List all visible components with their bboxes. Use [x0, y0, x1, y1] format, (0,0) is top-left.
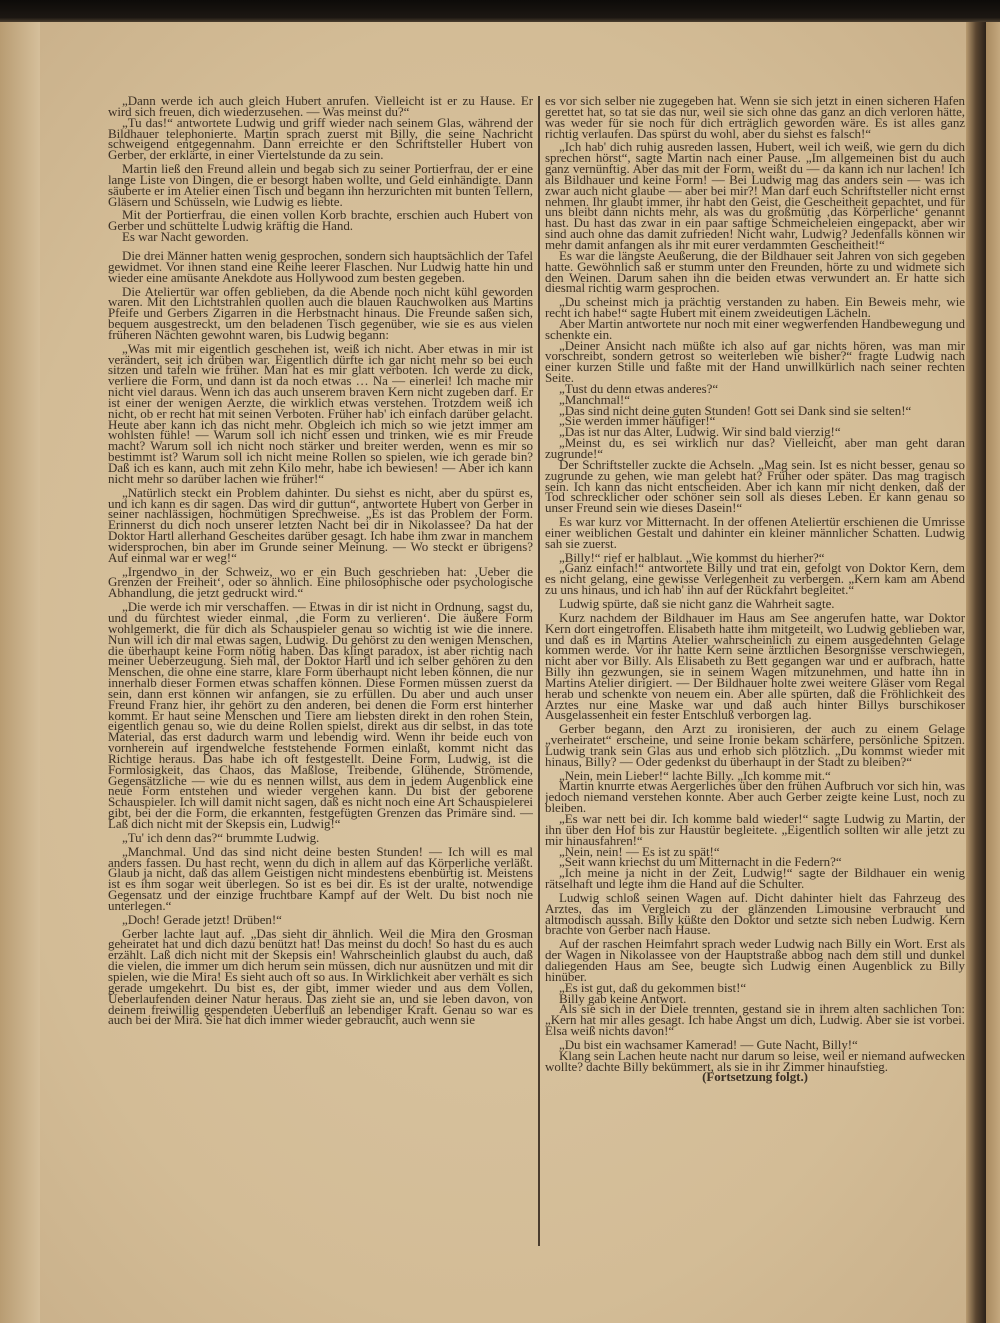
paragraph: „Billy!“ rief er halblaut. „Wie kommst du hierher?“	[559, 549, 825, 565]
paragraph: Martin ließ den Freund allein und begab sich zu seiner Portierfrau, der er eine lange Liste von Dingen, die er besorgt haben wollte, und Geld einhändigte. Dann säuberte er im Atelier einen Tisch und begann ihn herzurichten mit bunten Tellern, Gläsern und Schüsseln, wie Ludwig es liebte.	[108, 161, 533, 209]
paragraph: „Es war nett bei dir. Ich komme bald wieder!“ sagte Ludwig zu Martin, der ihn über den Hof bis zur Haustür begleitete. „Eigentlich sollten wir alle jetzt zu mir hinausfahren!“	[545, 811, 965, 848]
text-column-right	[545, 96, 965, 1246]
continuation-note: (Fortsetzung folgt.)	[702, 1069, 808, 1085]
paragraph: Ludwig schloß seinen Wagen auf. Dicht dahinter hielt das Fahrzeug des Arztes, das im Vergleich zu der glänzenden Limousine verbraucht und altmodisch aussah. Billy küßte den Doktor und setzte sich neben Ludwig. Kern brachte von Gerber nach Hause.	[545, 889, 965, 938]
paragraph: „Tu' ich denn das?“ brummte Ludwig.	[122, 829, 320, 845]
page-left-edge	[0, 22, 40, 1323]
paragraph: „Du scheinst mich ja prächtig verstanden zu haben. Ein Beweis mehr, wie recht ich habe!“ sagte Hubert mit einem zweideutigen Lächeln.	[545, 294, 965, 321]
column-divider	[538, 96, 540, 1246]
paragraph: Als sie sich in der Diele trennten, gestand sie in ihrem alten sachlichen Ton: „Kern hat mir alles gesagt. Ich habe Angst um dich, Ludwig. Aber sie ist vorbei. Elsa weiß nichts davon!“	[545, 1001, 965, 1039]
paragraph: Klang sein Lachen heute nacht nur darum so leise, weil er niemand aufwecken wollte? dachte Billy bekümmert, als sie in ihr Zimmer hinaufstieg.	[545, 1047, 965, 1074]
scan-top-border	[0, 0, 1000, 22]
paragraph: „Seit wann kriechst du um Mitternacht in die Federn?“	[559, 854, 842, 870]
paragraph: „Nein, nein! — Es ist zu spät!“	[559, 843, 720, 859]
paragraph: Martin knurrte etwas Aergerliches über den frühen Aufbruch vor sich hin, was jedoch niemand verstehen konnte. Aber auch Gerber zeigte keine Lust, noch zu bleiben.	[545, 778, 965, 816]
paragraph: „Manchmal. Und das sind nicht deine besten Stunden! — Ich will es mal anders fassen. Du hast recht, wenn du dich in allem auf das Körperliche verläßt. Glaub ja nicht, daß das allem Geistigen nicht mindestens ebenbürtig ist. Meistens ist es ihm sogar weit überlegen. So ist es bei dir. Es ist der uralte, notwendige Gegensatz und der einzige fruchtbare Kampf auf der Welt. Du bist noch nie unterlegen.“	[108, 843, 533, 913]
paragraph: „Ich meine ja nicht in der Zeit, Ludwig!“ sagte der Bildhauer ein wenig rätselhaft und legte ihm die Hand auf die Schulter.	[545, 865, 965, 892]
paragraph: Der Schriftsteller zuckte die Achseln. „Mag sein. Ist es nicht besser, genau so zugrunde zu gehen, wie man gelebt hat? Früher oder später. Das mag tragisch sein. Ich kann das nicht entscheiden. Aber ich kann mir nicht denken, daß der Tod schrecklicher oder schöner sein soll als dieses Leben. Er kann genau so unser Freund sein wie dieses Dasein!“	[545, 456, 965, 516]
paragraph: „Sie werden immer häufiger!“	[559, 413, 716, 429]
paragraph: Billy gab keine Antwort.	[559, 990, 687, 1006]
paragraph: „Irgendwo in der Schweiz, wo er ein Buch geschrieben hat: ‚Ueber die Grenzen der Freiheit‘, oder so ähnlich. Eine philosophische oder psychologische Abhandlung, die jetzt gedruckt wird.“	[108, 563, 533, 601]
paragraph: „Nein, mein Lieber!“ lachte Billy. „Ich komme mit.“	[559, 767, 831, 783]
paragraph: „Natürlich steckt ein Problem dahinter. Du siehst es nicht, aber du spürst es, und ich kann es dir sagen. Das wird dir guttun“, antwortete Hubert von Gerber in seiner nachlässigen, hochmütigen Sprechweise. „Es ist das Problem der Form. Erinnerst du dich noch unserer letzten Nacht bei dir in Nikolassee? Da hat der Doktor Hartl allerhand Gescheites darüber gesagt. Ich habe ihm zwar in manchem widersprochen, bin aber im Grunde seiner Meinung. — Wo steckt er übrigens? Auf einmal war er weg!“	[108, 484, 533, 565]
paragraph: „Doch! Gerade jetzt! Drüben!“	[122, 911, 282, 927]
paragraph: Mit der Portierfrau, die einen vollen Korb brachte, erschien auch Hubert von Gerber und schüttelte Ludwig kräftig die Hand.	[108, 207, 533, 234]
paragraph: Ludwig spürte, daß sie nicht ganz die Wahrheit sagte.	[559, 595, 835, 611]
paragraph: Es war die längste Aeußerung, die der Bildhauer seit Jahren von sich gegeben hatte. Gewöhnlich saß er stumm unter den Freunden, hörte zu und widmete sich den Weinen. Darum sahen ihn die beiden etwas verwundert an. Er hatte sich diesmal richtig warm gesprochen.	[545, 247, 965, 296]
paragraph: „Das ist nur das Alter, Ludwig. Wir sind bald vierzig!“	[559, 424, 841, 440]
paragraph: Gerber begann, den Arzt zu ironisieren, der auch zu einem Gelage „verheiratet“ erscheine, und seine Ironie bekam schärfere, persönliche Spitzen. Ludwig trank sein Glas aus und erhob sich plötzlich. „Du kommst wieder mit hinaus, Billy? — Oder gedenkst du überhaupt in der Stadt zu bleiben?“	[545, 721, 965, 769]
paragraph: „Das sind nicht deine guten Stunden! Gott sei Dank sind sie selten!“	[559, 402, 912, 418]
paragraph: „Manchmal!“	[559, 391, 630, 407]
paragraph: Es war kurz vor Mitternacht. In der offenen Ateliertür erschienen die Umrisse einer weiblichen Gestalt und dahinter ein kleiner männlicher Schatten. Ludwig sah sie zuerst.	[545, 514, 965, 551]
paragraph: „Du bist ein wachsamer Kamerad! — Gute Nacht, Billy!“	[559, 1036, 858, 1052]
paragraph: „Was mit mir eigentlich geschehen ist, weiß ich nicht. Aber etwas in mir ist verändert, seit ich drüben war. Eigentlich dürfte ich gar nicht mehr so bei euch sitzen und tafeln wie früher. Man hat es mir glatt verboten. Ich werde zu dick, verliere die Form, und dann ist da noch etwas … Na — einerlei! Ich mache mir nicht viel daraus. Wenn ich das auch unserem braven Kern nicht zugeben darf. Er ist einer der wenigen Aerzte, die wirklich etwas verstehen. Trotzdem weiß ich nicht, ob er recht hat mit seinen Verboten. Früher hab' ich einfach darüber gelacht. Heute aber kann ich das nicht mehr. Obgleich ich mich so wie jetzt immer am wohlsten fühle! — Warum soll ich nicht essen und trinken, wie es mir Freude macht? Warum soll ich nicht noch stärker und breiter werden, wenn es mir so bestimmt ist? Warum soll ich nicht meine Rollen so spielen, wie ich gerade bin? Daß ich es kann, auch mit zehn Kilo mehr, habe ich bewiesen! — Aber ich kann nicht mehr so darüber lachen wie früher!“	[108, 340, 533, 486]
paragraph: Kurz nachdem der Bildhauer im Haus am See angerufen hatte, war Doktor Kern dort eingetroffen. Elisabeth hatte ihm mitgeteilt, wo Ludwig geblieben war, und daß es in Martins Atelier wahrscheinlich zu einem ausgedehnten Gelage kommen werde. Vor ihr hatte Kern seine ärztlichen Besorgnisse verschwiegen, nicht aber vor Billy. Als Elisabeth zu Bett gegangen war und er aufbrach, hatte Billy ihn gezwungen, sie in seinem Wagen mitzunehmen, und hatte ihn in Martins Atelier dirigiert. — Der Bildhauer holte zwei weitere Gläser vom Regal herab und schenkte von neuem ein. Aber alle spürten, daß die Fröhlichkeit des Arztes nur eine Maske war und daß auch hinter Billys burschikoser Ausgelassenheit ein fester Entschluß verborgen lag.	[545, 609, 965, 723]
paragraph: „Dann werde ich auch gleich Hubert anrufen. Vielleicht ist er zu Hause. Er wird sich freuen, dich wiederzusehen. — Was meinst du?“	[108, 96, 533, 119]
paragraph: Es war Nacht geworden.	[122, 229, 249, 245]
paragraph: „Ganz einfach!“ antwortete Billy und trat ein, gefolgt von Doktor Kern, dem es nicht gelang, eine gewisse Verlegenheit zu verbergen. „Kern kam am Abend zu uns hinaus, und ich hab' ihn auf der Rückfahrt begleitet.“	[545, 560, 965, 598]
page-binding	[966, 22, 986, 1323]
paragraph: Die Ateliertür war offen geblieben, da die Abende noch nicht kühl geworden waren. Mit den Lichtstrahlen quollen auch die blauen Rauchwolken aus Martins Pfeife und Gerbers Zigarren in die Herbstnacht hinaus. Die Freunde saßen sich, bequem ausgestreckt, um den beladenen Tisch gegenüber, wie sie es aus vielen früheren Nächten gewohnt waren, bis Ludwig begann:	[108, 283, 533, 342]
paragraph: Gerber lachte laut auf. „Das sieht dir ähnlich. Weil die Mira den Grosman geheiratet hat und dich dazu benützt hat! Das meinst du doch! So hast du es auch erzählt. Laß dich nicht mit der Skepsis ein! Wahrscheinlich glaubst du auch, daß die vielen, die immer um dich herum sein müssen, dich nur ausnützen und mit dir spielen, wie die Mira! Es sieht auch oft so aus. In Wirklichkeit aber verhält es sich gerade umgekehrt. Du bist es, der gibt, immer wieder und aus dem Vollen, Ueberlaufenden deiner Natur heraus. Das zieht sie an, und sie leben davon, von deinem freiwillig gespendeten Ueberfluß an lebendiger Kraft. Genau so war es auch bei der Mira. Sie hat dich immer wieder gebraucht, auch wenn sie	[108, 925, 533, 1028]
paragraph: „Die werde ich mir verschaffen. — Etwas in dir ist nicht in Ordnung, sagst du, und du fürchtest wieder einmal, ‚die Form zu verlieren‘. Die äußere Form wohlgemerkt, die für dich als Schauspieler genau so wichtig ist wie die innere. Nun will ich dir mal etwas sagen, Ludwig. Du gehörst zu den wenigen Menschen, die überhaupt keine Form nötig haben. Das klingt paradox, ist aber richtig nach meiner Ueberzeugung. Sieh mal, der Doktor Hartl und ich selber gehören zu den Menschen, die ohne eine starre, klare Form überhaupt nicht leben können, die nur innerhalb dieser Formen etwas schaffen können. Diese Formen müssen zuerst da sein, dann erst können wir anfangen, sie zu erfüllen. Du aber und auch unser Freund Franz hier, ihr gehört zu den anderen, bei denen die Form erst hinterher kommt. Er haut seine Menschen und Tiere am liebsten direkt in den rohen Stein, eigentlich genau so, wie du deine Rollen spielst, direkt aus dir selbst, in das tote Material, das erst dadurch warm und lebendig wird. Wenn ihr beide euch von vornherein auf irgendwelche feststehende Formen einlaßt, kommt nicht das Richtige heraus. Das habe ich oft festgestellt. Deine Form, Ludwig, ist die Formlosigkeit, das Chaos, das Maßlose, Treibende, Glühende, Strömende, Gegensätzliche — wie du es nennen willst, aus dem in jedem Augenblick eine neue Form entstehen und wieder vergehen kann. Du bist der geborene Schauspieler. Ich will damit nicht sagen, daß es nicht noch eine Art Schauspielerei gibt, bei der die Form, die erkannten, festgefügten Grenzen das Primäre sind. — Laß dich nicht mit der Skepsis ein, Ludwig!“	[108, 599, 533, 831]
paragraph: „Tu das!“ antwortete Ludwig und griff wieder nach seinem Glas, während der Bildhauer telephonierte. Martin sprach zuerst mit Billy, die seine Nachricht schweigend entgegennahm. Dann erreichte er den Schriftsteller Hubert von Gerber, der erklärte, in einer Viertelstunde da zu sein.	[108, 114, 533, 163]
paragraph: Auf der raschen Heimfahrt sprach weder Ludwig nach Billy ein Wort. Erst als der Wagen in Nikolassee von der Hauptstraße abbog nach dem still und dunkel daliegenden Haus am See, beugte sich Ludwig einen Augenblick zu Billy hinüber.	[545, 936, 965, 984]
paragraph: es vor sich selber nie zugegeben hat. Wenn sie sich jetzt in einen sicheren Hafen gerettet hat, so tat sie das nur, weil sie sich ohne das ganz an dich verloren hätte, was weder für sie noch für dich erträglich geworden wäre. Es ist alles ganz richtig verlaufen. Das spürst du wohl, aber du siehst es falsch!“	[545, 96, 965, 141]
paragraph: „Tust du denn etwas anderes?“	[559, 380, 719, 396]
adjacent-page-edge	[986, 22, 1000, 1323]
paragraph: „Deiner Ansicht nach müßte ich also auf gar nichts hören, was man mir vorschreibt, sondern getrost so weiterleben wie bisher?“ fragte Ludwig nach einer kurzen Stille und faßte mit der Hand unwillkürlich nach seiner rechten Seite.	[545, 337, 965, 386]
paragraph: „Es ist gut, daß du gekommen bist!“	[559, 979, 747, 995]
paragraph: Aber Martin antwortete nur noch mit einer wegwerfenden Handbewegung und schenkte ein.	[545, 315, 965, 342]
paragraph: „Meinst du, es sei wirklich nur das? Vielleicht, aber man geht daran zugrunde!“	[545, 435, 965, 461]
paragraph: „Ich hab' dich ruhig ausreden lassen, Hubert, weil ich weiß, wie gern du dich sprechen hörst“, sagte Martin nach einer Pause. „Im allgemeinen bist du auch ganz vernünftig. Aber das mit der Form, weißt du — da kann ich nur lachen! Ich als Bildhauer und keine Form! — Bei Ludwig mag das anders sein — was ich zwar auch nicht glaube — aber bei mir?! Man darf euch Schriftsteller nicht ernst nehmen. Ihr glaubt immer, ihr habt den Geist, die Gescheitheit gepachtet, und für uns bleibt dann nichts mehr, als was du großmütig ‚das Körperliche‘ genannt hast. Du hast das zwar in ein paar saftige Schmeicheleien eingepackt, aber wir sind auch ohne das damit zufrieden! Nicht wahr, Ludwig? Jedenfalls können wir mehr damit anfangen als ihr mit eurer verdammten Gescheitheit!“	[545, 139, 965, 252]
paragraph: Die drei Männer hatten wenig gesprochen, sondern sich hauptsächlich der Tafel gewidmet. Vor ihnen stand eine Reihe leerer Flaschen. Nur Ludwig hatte hin und wieder eine amüsante Anekdote aus Hollywood zum besten gegeben.	[108, 247, 533, 285]
text-column-left	[108, 96, 533, 1248]
